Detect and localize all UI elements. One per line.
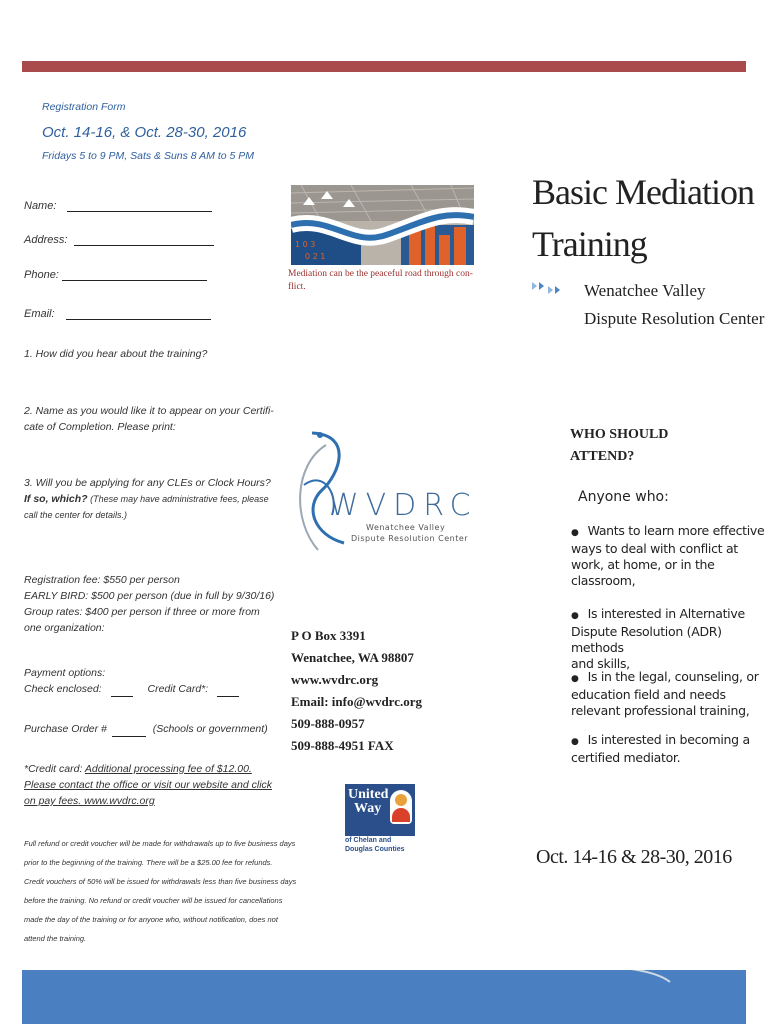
fee-line: Registration fee: $550 per person	[24, 574, 180, 586]
anyone-who: Anyone who:	[578, 489, 669, 505]
cc-line3[interactable]: on pay fees. www.wvdrc.org	[24, 795, 155, 807]
bullet-text: and skills,	[571, 656, 630, 671]
org-name	[584, 277, 706, 305]
refund-line: prior to the beginning of the training. There will be a $25.00 fee for refunds.	[24, 858, 273, 867]
training-dates: Oct. 14-16 & 28-30, 2016	[536, 846, 732, 868]
contact-email[interactable]: Email: info@wvdrc.org	[291, 694, 423, 709]
cc-line2: Please contact the office or visit our website and click	[24, 779, 273, 791]
fee-line: Group rates: $400 per person if three or more from	[24, 606, 260, 618]
org-name-line1: Wenatchee Valley	[584, 281, 706, 300]
email-field[interactable]	[24, 308, 211, 320]
question-2-line2: cate of Completion. Please print:	[24, 421, 176, 433]
contact-block	[291, 625, 422, 757]
form-schedule: Fridays 5 to 9 PM, Sats & Suns 8 AM to 5 PM	[42, 150, 255, 162]
credit-card-line[interactable]	[217, 696, 239, 697]
bullet-text: Wants to learn more effective	[587, 523, 765, 538]
payment-title: Payment options:	[24, 667, 106, 679]
chevron-arrows-icon	[530, 278, 562, 300]
header-accent-bar	[22, 61, 746, 72]
united-way-caption	[345, 836, 405, 854]
svg-text:1 0 3: 1 0 3	[295, 240, 316, 249]
cc-prefix: *Credit card:	[24, 763, 85, 775]
name-label: Name:	[24, 200, 57, 212]
email-label: Email:	[24, 308, 55, 320]
question-3-bold: If so, which?	[24, 493, 88, 505]
road-illustration	[291, 185, 474, 265]
phone-field[interactable]	[24, 269, 207, 281]
united-way-caption-line1: of Chelan and	[345, 837, 392, 844]
who-should-attend-heading	[570, 424, 668, 468]
org-name-line2: Dispute Resolution Center	[584, 309, 765, 328]
name-field[interactable]	[24, 200, 212, 212]
address-field[interactable]	[24, 234, 214, 246]
po-line[interactable]	[112, 736, 146, 737]
bullet-text: work, at home, or in the	[571, 557, 715, 572]
bullet-item: ● Is in the legal, counseling, or education field and needs relevant professional training,	[571, 669, 759, 718]
fees-block	[24, 572, 274, 636]
logo-subtitle-2: Dispute Resolution Center	[351, 534, 469, 543]
form-label: Registration Form	[42, 101, 126, 113]
po-label: Purchase Order #	[24, 723, 107, 735]
fee-line: one organization:	[24, 622, 105, 634]
brochure-title	[532, 166, 754, 270]
brochure-title-line2: Training	[532, 224, 647, 264]
road-caption-line1: Mediation can be the peaceful road through con-	[288, 269, 473, 279]
email-line	[66, 319, 211, 320]
check-line[interactable]	[111, 696, 133, 697]
question-3-line3: call the center for details.)	[24, 510, 128, 520]
road-caption	[288, 268, 473, 294]
name-line	[67, 211, 212, 212]
refund-line: Credit vouchers of 50% will be issued for withdrawals less than five business days	[24, 877, 297, 886]
who-line2: ATTEND?	[570, 449, 635, 464]
contact-fax: 509-888-4951 FAX	[291, 738, 394, 753]
phone-label: Phone:	[24, 269, 59, 281]
bullet-text: education field and needs	[571, 687, 726, 702]
contact-city: Wenatchee, WA 98807	[291, 650, 414, 665]
bottom-wave-band	[0, 970, 770, 1024]
united-way-text	[348, 788, 388, 816]
refund-policy	[24, 834, 296, 948]
payment-methods	[24, 681, 239, 697]
payment-options	[24, 665, 239, 697]
contact-phone: 509-888-0957	[291, 716, 365, 731]
fee-line: EARLY BIRD: $500 per person (due in full by 9/30/16)	[24, 590, 275, 602]
svg-text:0 2 1: 0 2 1	[305, 252, 326, 261]
cc-fee: Additional processing fee of $12.00.	[84, 763, 252, 775]
check-label: Check enclosed:	[24, 683, 102, 695]
refund-line: attend the training.	[24, 934, 87, 943]
united-way-caption-line2: Douglas Counties	[345, 846, 405, 853]
road-caption-line2: flict.	[288, 282, 306, 292]
bullet-text: Is interested in becoming a	[587, 732, 750, 747]
united-way-emblem	[390, 790, 412, 824]
wvdrc-logo-letters: WVDRC	[329, 488, 478, 523]
refund-line: made the day of the training or for anyone who, without notification, does not	[24, 915, 278, 924]
bullet-text: Dispute Resolution (ADR) methods	[571, 624, 722, 655]
bullet-text: Is in the legal, counseling, or	[587, 669, 759, 684]
question-2-line1: 2. Name as you would like it to appear on your Certifi-	[24, 405, 274, 417]
contact-website[interactable]: www.wvdrc.org	[291, 672, 379, 687]
brochure-title-line1: Basic Mediation	[532, 172, 754, 212]
question-3-line1: 3. Will you be applying for any CLEs or Clock Hours?	[24, 477, 271, 489]
question-3	[24, 475, 271, 523]
question-2	[24, 403, 274, 435]
logo-subtitle-1: Wenatchee Valley	[366, 523, 446, 532]
form-dates: Oct. 14-16, & Oct. 28-30, 2016	[42, 124, 247, 141]
who-line1: WHO SHOULD	[570, 427, 669, 442]
united-way-line2: Way	[354, 801, 382, 816]
bullet-item: ● Is interested in becoming a certified mediator.	[571, 732, 750, 765]
bullet-text: certified mediator.	[571, 750, 681, 765]
united-way-line1: United	[348, 787, 389, 802]
united-way-logo	[345, 784, 415, 836]
refund-line: Full refund or credit voucher will be made for withdrawals up to five business days	[24, 839, 296, 848]
contact-address: P O Box 3391	[291, 628, 366, 643]
po-note: (Schools or government)	[152, 723, 268, 735]
bullet-item: ● Is interested in Alternative Dispute Resolution (ADR) methods and skills,	[571, 606, 770, 672]
question-3-line2	[24, 491, 271, 507]
bullet-item: ● Wants to learn more effective ways to deal with conflict at work, at home, or in the classroom,	[571, 523, 765, 588]
credit-card-label: Credit Card*:	[147, 683, 209, 695]
bullet-text: Is interested in Alternative	[587, 606, 745, 621]
bullet-text: ways to deal with conflict at	[571, 541, 738, 556]
refund-line: before the training. No refund or credit voucher will be issued for cancellations	[24, 896, 283, 905]
address-line	[74, 245, 214, 246]
address-label: Address:	[24, 234, 68, 246]
purchase-order	[24, 721, 268, 737]
phone-line	[62, 280, 207, 281]
bullet-text: relevant professional training,	[571, 703, 750, 718]
question-1: 1. How did you hear about the training?	[24, 348, 208, 360]
bullet-text: classroom,	[571, 573, 636, 588]
credit-card-note	[24, 761, 272, 809]
question-3-rest: (These may have administrative fees, please	[87, 494, 269, 504]
